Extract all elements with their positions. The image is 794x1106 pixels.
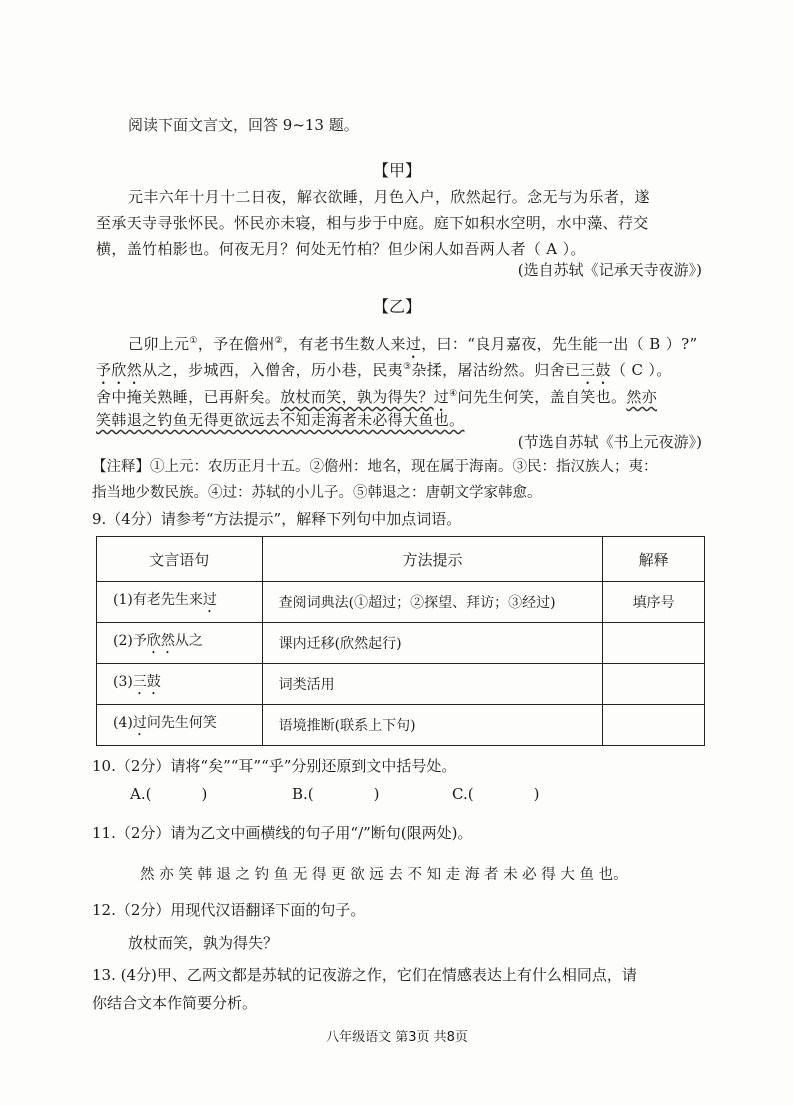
passage-jia-line-3: 横，盖竹柏影也。何夜无月？何处无竹柏？但少闲人如吾两人者（ A ）。	[96, 240, 586, 258]
passage-yi-line-2: 予欣然从之，步城西，入僧舍，历小巷，民夷③杂揉，屠沽纷然。归舍已三鼓（ C ）。	[96, 361, 672, 379]
passage-yi-title: 【乙】	[372, 297, 421, 316]
q9-table	[96, 536, 705, 746]
q10-blank-a[interactable]: A.( )	[130, 785, 208, 803]
q12-prompt: 12.（2分）用现代汉语翻译下面的句子。	[92, 901, 366, 919]
table-row	[97, 582, 705, 623]
passage-yi-source: (节选自苏轼《书上元夜游》)	[517, 433, 702, 451]
notes-line-2: 指当地少数民族。④过：苏轼的小儿子。⑤韩退之：唐朝文学家韩愈。	[92, 485, 542, 501]
notes-line-1: 【注释】①上元：农历正月十五。②儋州：地名，现在属于海南。③民：指汉族人；夷：	[92, 459, 658, 475]
row-4-answer-cell[interactable]	[603, 705, 705, 746]
row-1-sentence: (1)有老先生来过	[97, 582, 263, 623]
q10-blank-b[interactable]: B.( )	[292, 785, 380, 803]
q11-prompt: 11.（2分）请为乙文中画横线的句子用“/”断句(限两处)。	[92, 824, 473, 842]
row-4-method: 语境推断(联系上下句)	[262, 705, 603, 746]
table-row	[97, 664, 705, 705]
passage-jia-source: (选自苏轼《记承天寺夜游》)	[517, 261, 702, 279]
row-2-method: 课内迁移(欣然起行)	[262, 623, 603, 664]
table-row	[97, 705, 705, 746]
table-row	[97, 623, 705, 664]
table-header-row	[97, 537, 705, 582]
page-footer: 八年级语文 第3页 共8页	[326, 1030, 468, 1045]
passage-yi-line-4: 笑韩退之钓鱼无得更欲远去不知走海者未必得大鱼也。	[96, 411, 465, 429]
header-sentence: 文言语句	[97, 537, 263, 582]
row-1-answer-cell[interactable]: 填序号	[603, 582, 705, 623]
row-1-method: 查阅词典法(①超过；②探望、拜访；③经过)	[262, 582, 603, 623]
row-3-answer-cell[interactable]	[603, 664, 705, 705]
passage-jia-line-1: 元丰六年十月十二日夜，解衣欲睡，月色入户，欣然起行。念无与为乐者，遂	[128, 188, 650, 206]
row-4-sentence: (4)过问先生何笑	[97, 705, 263, 746]
q11-sentence: 然 亦 笑 韩 退 之 钓 鱼 无 得 更 欲 远 去 不 知 走 海 者 未 必 得 大 鱼 也。	[140, 867, 628, 883]
q9-prompt: 9.（4分）请参考“方法提示”，解释下列句中加点词语。	[92, 510, 462, 528]
q13-line-2: 你结合文本作简要分析。	[92, 994, 258, 1012]
passage-jia-line-2: 至承天寺寻张怀民。怀民亦未寝，相与步于中庭。庭下如积水空明，水中藻、荇交	[96, 214, 649, 232]
passage-yi-line-1: 己卯上元①，予在儋州②，有老书生数人来过，曰：“良月嘉夜，先生能一出（ B ）?”	[128, 335, 698, 353]
q13-line-1: 13. (4分)甲、乙两文都是苏轼的记夜游之作，它们在情感表达上有什么相同点，请	[92, 966, 637, 984]
q12-sentence: 放杖而笑，孰为得失？	[128, 934, 279, 952]
row-2-sentence: (2)予欣然从之	[97, 623, 263, 664]
passage-yi-line-3: 舍中掩关熟睡，已再鼾矣。放杖而笑，孰为得失？过④问先生何笑，盖自笑也。然亦	[96, 388, 658, 406]
row-2-answer-cell[interactable]	[603, 623, 705, 664]
section-intro: 阅读下面文言文，回答 9~13 题。	[128, 116, 359, 134]
header-explanation: 解释	[603, 537, 705, 582]
q10-prompt: 10.（2分）请将“矣”“耳”“乎”分别还原到文中括号处。	[92, 757, 457, 775]
header-method: 方法提示	[262, 537, 603, 582]
q10-blank-c[interactable]: C.( )	[452, 785, 540, 803]
passage-jia-title: 【甲】	[372, 161, 421, 180]
row-3-sentence: (3)三鼓	[97, 664, 263, 705]
row-3-method: 词类活用	[262, 664, 603, 705]
